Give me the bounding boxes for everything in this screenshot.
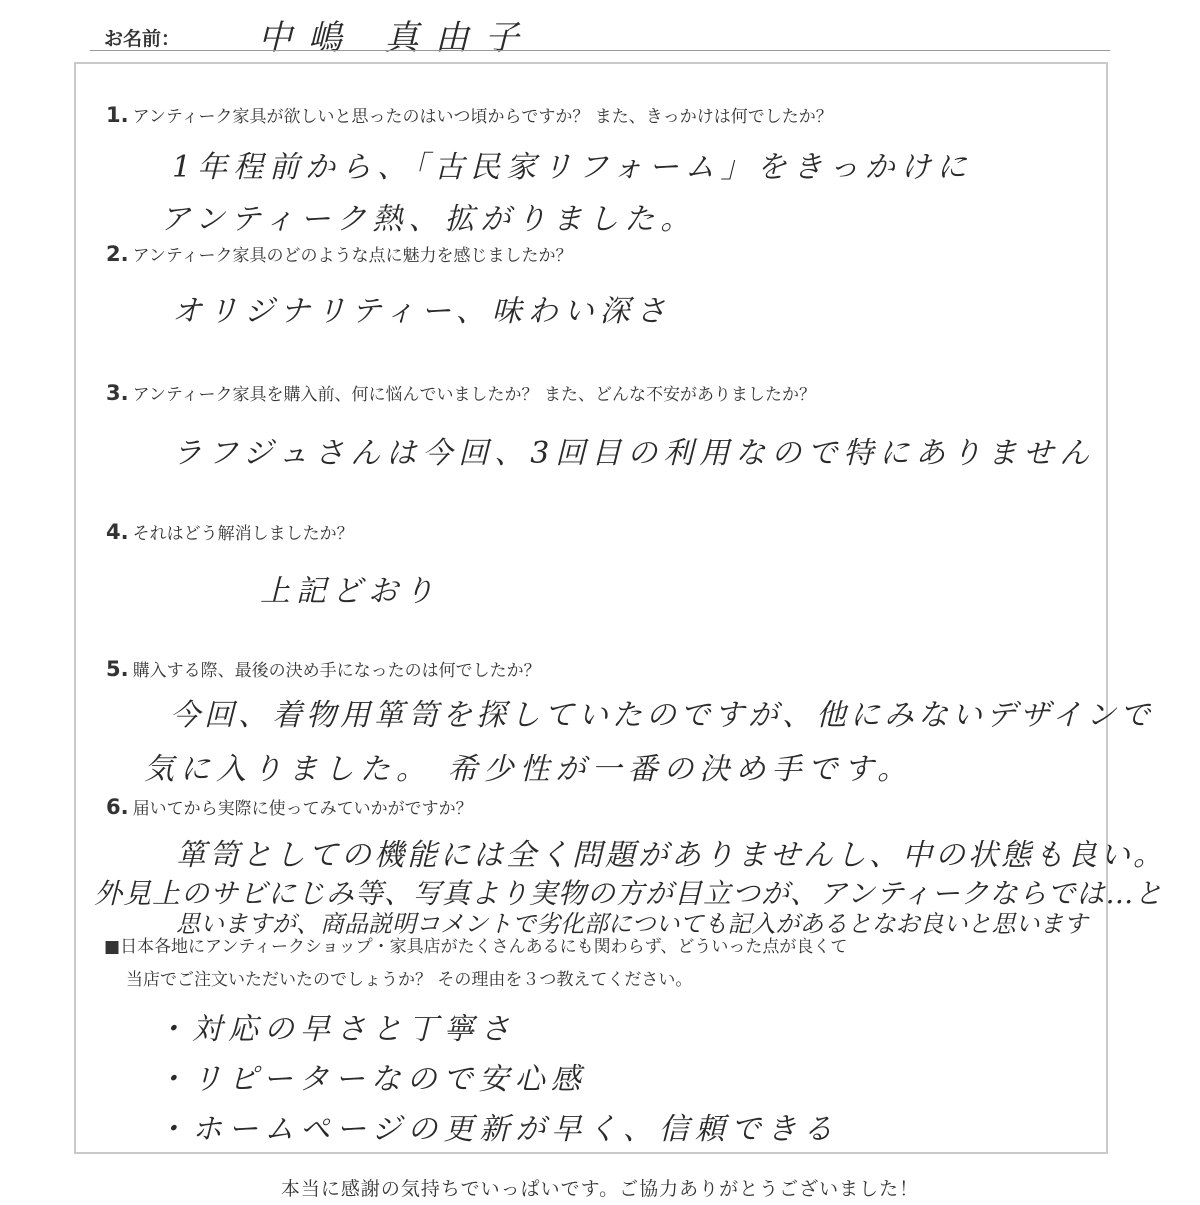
question-number: 4. <box>106 520 129 544</box>
question-5 <box>106 656 541 681</box>
footer-thanks: 本当に感謝の気持ちでいっぱいです。ご協力ありがとうございました！ <box>280 1178 920 1200</box>
reason-answer-2: ・リピーターなので安心感 <box>156 1062 587 1097</box>
answer-2-line-1: オリジナリティー、味わい深さ <box>172 294 672 329</box>
reason-text-1: 日本各地にアンティークショップ・家具店がたくさんあるにも関わらず、どういった点が良くて <box>120 937 848 957</box>
name-underline <box>90 50 1110 51</box>
question-4 <box>106 519 354 544</box>
question-number: 1. <box>106 103 129 127</box>
name-label: お名前： <box>104 28 181 50</box>
answer-6-line-3: 思いますが、商品説明コメントで劣化部についても記入があるとなお良いと思います <box>176 910 1088 938</box>
answer-5-line-2: 気に入りました。 希少性が一番の決め手です。 <box>144 752 914 787</box>
question-number: 2. <box>106 242 129 266</box>
question-2 <box>106 241 573 266</box>
question-text: アンティーク家具を購入前、何に悩んでいましたか？ また、どんな不安がありましたか？ <box>132 385 816 405</box>
question-number: 5. <box>106 657 129 681</box>
question-text: それはどう解消しましたか？ <box>132 524 354 544</box>
answer-4-line-1: 上記どおり <box>260 574 440 609</box>
question-text: アンティーク家具が欲しいと思ったのはいつ頃からですか？ また、きっかけは何でしたか？ <box>132 107 833 127</box>
answer-5-line-1: 今回、着物用箪笥を探していたのですが、他にみないデザインで <box>170 698 1154 733</box>
reason-question-line-2: 当店でご注文いただいたのでしょうか？ その理由を３つ教えてください。 <box>126 970 693 990</box>
reason-question-line-1 <box>104 932 847 957</box>
answer-6-line-1: 箪笥としての機能には全く問題がありませんし、中の状態も良い。 <box>176 838 1166 873</box>
handwritten-name: 中嶋 真由子 <box>258 18 535 58</box>
question-text: アンティーク家具のどのような点に魅力を感じましたか？ <box>132 246 573 266</box>
reason-answer-1: ・対応の早さと丁寧さ <box>156 1012 516 1047</box>
answer-1-line-1: 1年程前から、「古民家リフォーム」をきっかけに <box>172 150 973 185</box>
answer-3-line-1: ラフジュさんは今回、3回目の利用なので特にありません <box>172 436 1096 471</box>
answer-1-line-2: アンティーク熱、拡がりました。 <box>160 202 697 237</box>
question-1 <box>106 102 833 127</box>
question-number: 3. <box>106 381 129 405</box>
question-text: 届いてから実際に使ってみていかがですか？ <box>132 799 473 819</box>
question-text: 購入する際、最後の決め手になったのは何でしたか？ <box>132 661 541 681</box>
question-number: 6. <box>106 795 129 819</box>
question-3 <box>106 380 816 405</box>
reason-marker: ■ <box>104 937 121 957</box>
reason-answer-3: ・ホームページの更新が早く、信頼できる <box>156 1112 839 1147</box>
question-6 <box>106 794 473 819</box>
answer-6-line-2: 外見上のサビにじみ等、写真より実物の方が目立つが、アンティークならでは…と <box>94 877 1164 910</box>
